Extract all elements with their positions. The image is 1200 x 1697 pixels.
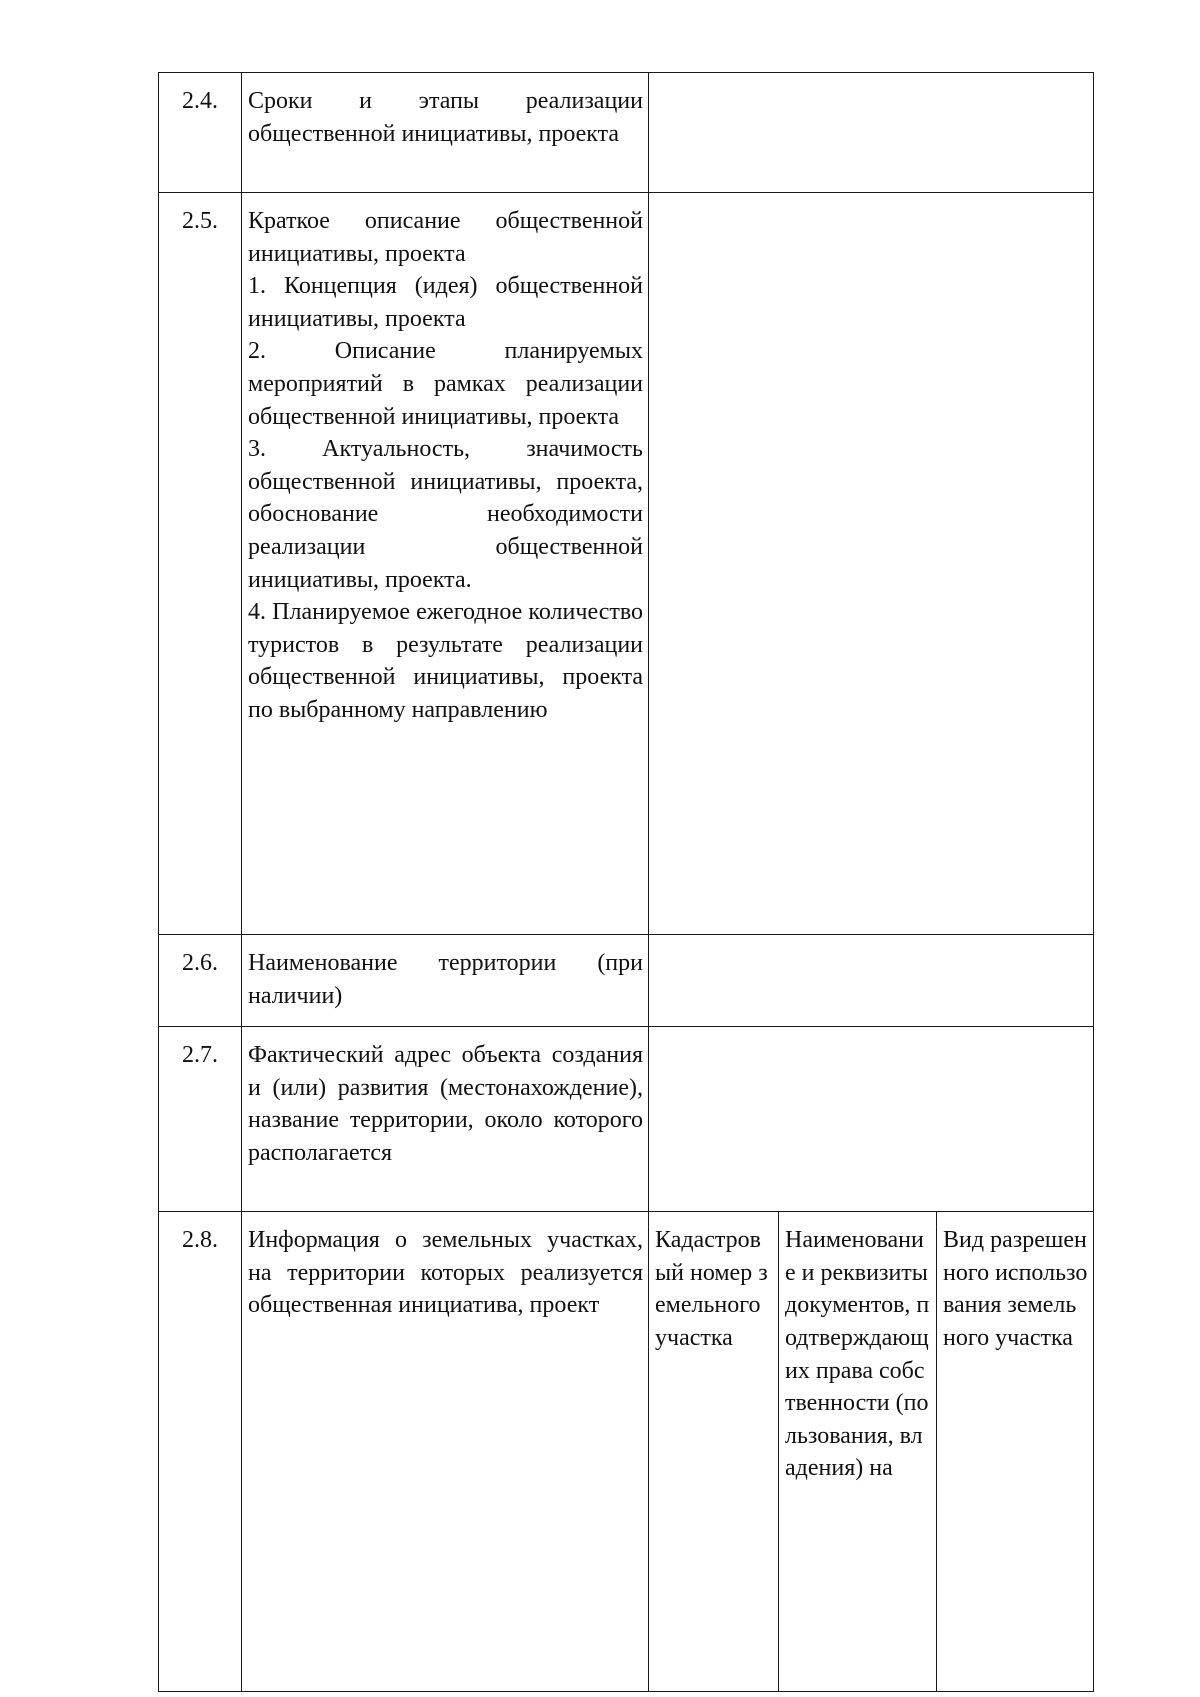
column-header-cadastral-number: Кадастровый номер земельного участка	[649, 1212, 779, 1692]
row-label: Информация о земельных участках, на территории которых реализуется общественная инициатива, проект	[242, 1212, 649, 1692]
row-label: Сроки и этапы реализации общественной инициативы, проекта	[242, 73, 649, 193]
row-label: Фактический адрес объекта создания и (или) развития (местонахождение), название территории, около которого располагается	[242, 1027, 649, 1212]
column-header-ownership-documents: Наименование и реквизиты документов, подтверждающих права собственности (пользования, владения) на	[779, 1212, 937, 1692]
column-header-permitted-use: Вид разрешенного использования земельного участка	[937, 1212, 1094, 1692]
value-cell[interactable]	[649, 73, 1094, 193]
row-number: 2.7.	[159, 1027, 242, 1212]
table-row-2-7	[159, 1027, 1094, 1212]
row-label: Наименование территории (при наличии)	[242, 935, 649, 1027]
value-cell[interactable]	[649, 193, 1094, 935]
row-label-block	[242, 193, 649, 935]
row-label: Краткое описание общественной инициативы, проекта	[248, 208, 643, 267]
list-item: 1. Концепция (идея) общественной инициативы, проекта	[248, 273, 643, 332]
row-number: 2.8.	[159, 1212, 242, 1692]
value-cell[interactable]	[649, 1027, 1094, 1212]
list-item: 3. Актуальность, значимость общественной инициативы, проекта, обоснование необходимости реализации общественной инициативы, проекта.	[248, 436, 643, 593]
table-row-2-5	[159, 193, 1094, 935]
value-cell[interactable]	[649, 935, 1094, 1027]
table-row-2-8	[159, 1212, 1094, 1692]
row-number: 2.4.	[159, 73, 242, 193]
table-row-2-4	[159, 73, 1094, 193]
table-row-2-6	[159, 935, 1094, 1027]
list-item: 2. Описание планируемых мероприятий в рамках реализации общественной инициативы, проекта	[248, 338, 643, 430]
row-number: 2.6.	[159, 935, 242, 1027]
list-item: 4. Планируемое ежегодное количество туристов в результате реализации общественной инициативы, проекта по выбранному направлению	[248, 599, 643, 723]
application-form-table	[158, 72, 1094, 1692]
row-number: 2.5.	[159, 193, 242, 935]
